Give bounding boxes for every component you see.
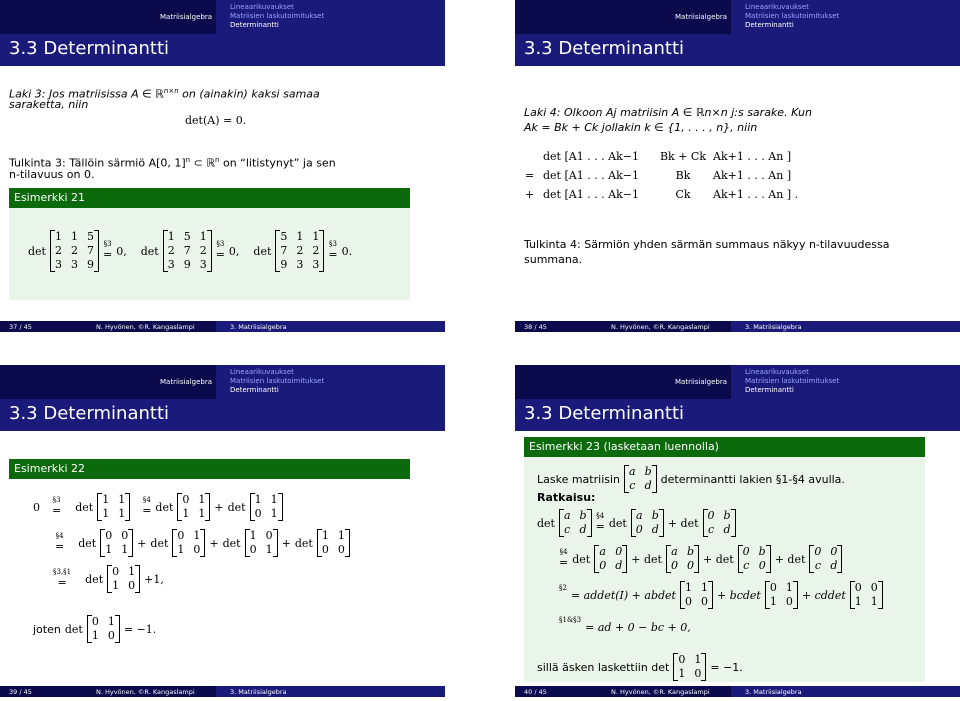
slide-title: 3.3 Determinantti [9,38,169,59]
example-21-equations: det 1 1 5 2 2 7 3 3 9 §3 = 0, det 1 5 1 2 7 2 3 9 3 §3 = 0, det 5 1 1 7 2 2 9 3 3 §3 = 0. [28,230,353,271]
example-23-line3: §2 = addet(I) + abdet 1 1 0 0 + bcdet 0 1 1 0 + cddet 0 0 1 1 [559,581,887,609]
example-22-conclusion: joten det 0 1 1 0 = −1. [33,615,157,642]
chapter: 3. Matriisialgebra [230,323,287,331]
authors: N. Hyvönen, ©R. Kangaslampi [611,323,710,331]
subsection-list: Lineaarikuvaukset Matriisien laskutoimitukset Determinantti [230,368,325,394]
example-22-line2: §4 = det 0 0 1 1 + det 0 1 1 0 + det 1 0 0 1 + det 1 1 0 0 [55,529,354,557]
solution-label: Ratkaisu: [537,491,596,504]
example-23-line4: §1&§3 = ad + 0 − bc + 0, [559,616,691,634]
slide-header [0,365,445,431]
slide-38 [515,0,960,332]
authors: N. Hyvönen, ©R. Kangaslampi [611,688,710,696]
subsection-list: Lineaarikuvaukset Matriisien laskutoimitukset Determinantti [230,3,325,29]
law4-text-line2: Ak = Bk + Ck jollakin k ∈ {1, . . . , n}, niin [524,121,758,134]
matrix: 1 1 5 2 2 7 3 3 9 [50,230,99,272]
slide-footer [0,686,445,697]
example-23-line2: §4 = det a 0 0 d + det a b 0 0 + det 0 b c 0 + det 0 0 c d [559,545,846,573]
example-22-line3: §3,§1 = det 0 1 1 0 +1, [53,565,164,592]
chapter: 3. Matriisialgebra [745,688,802,696]
slide-footer [515,321,960,332]
slide-37 [0,0,445,332]
section-label: Matriisialgebra [675,378,728,386]
tulkinta4-text: Tulkinta 4: Särmiön yhden särmän summaus näkyy n-tilavuudessa [524,238,890,251]
slide-title: 3.3 Determinantti [524,38,684,59]
slide-40 [515,365,960,697]
slide-39 [0,365,445,697]
law3-text-line2: saraketta, niin [9,98,89,111]
slide-footer [515,686,960,697]
matrix: 5 1 1 7 2 2 9 3 3 [275,230,324,272]
example-23-line1: det a b c d §4 = det a b 0 d + det 0 b c d [537,509,740,537]
example-title: Esimerkki 21 [9,188,410,208]
law3-equation: det(A) = 0. [185,114,247,127]
example-title: Esimerkki 23 (lasketaan luennolla) [524,437,925,457]
subsection-list: Lineaarikuvaukset Matriisien laskutoimitukset Determinantti [745,368,840,394]
example-title: Esimerkki 22 [9,459,410,479]
section-label: Matriisialgebra [160,378,213,386]
page-number: 38 / 45 [524,323,547,331]
slide-header [0,0,445,66]
tulkinta4-text-line2: summana. [524,253,583,266]
chapter: 3. Matriisialgebra [745,323,802,331]
slide-title: 3.3 Determinantti [9,403,169,424]
law4-equation: det [A1 . . . Ak−1 Bk + Ck Ak+1 . . . An ] = det [A1 . . . Ak−1 Bk Ak+1 . . . An ] + det [A1 . . . Ak−1 Ck Ak+1 . . . An ] . [525,150,799,201]
page-number: 39 / 45 [9,688,32,696]
example-22-line1: 0 §3 = det 1 1 1 1 §4 = det 0 1 1 1 + det 1 1 0 1 [33,493,287,521]
tulkinta3-text: Tulkinta 3: Tällöin särmiö A[0, 1]$^n$ ⊂ ℝ$^n$ on “litistynyt” ja sen [9,156,336,170]
example-23-closing: sillä äsken laskettiin det 0 1 1 0 = −1. [537,653,743,680]
slide-title: 3.3 Determinantti [524,403,684,424]
law3-text: Laki 3: Jos matriisissa A ∈ ℝ$^{n\times n}$ on (ainakin) kaksi samaa [9,87,320,101]
slide-header [515,365,960,431]
page-number: 40 / 45 [524,688,547,696]
authors: N. Hyvönen, ©R. Kangaslampi [96,323,195,331]
tulkinta3-text-line2: n-tilavuus on 0. [9,168,95,181]
example-22-block [9,459,410,479]
authors: N. Hyvönen, ©R. Kangaslampi [96,688,195,696]
matrix: 1 5 1 2 7 2 3 9 3 [163,230,212,272]
example-23-task: Laske matriisin a b c d determinantti lakien §1-§4 avulla. [537,465,845,492]
slide-header [515,0,960,66]
section-label: Matriisialgebra [160,13,213,21]
law4-text: Laki 4: Olkoon Aj matriisin A ∈ ℝn×n j:s sarake. Kun [524,106,812,119]
page-number: 37 / 45 [9,323,32,331]
section-label: Matriisialgebra [675,13,728,21]
subsection-list: Lineaarikuvaukset Matriisien laskutoimitukset Determinantti [745,3,840,29]
chapter: 3. Matriisialgebra [230,688,287,696]
slide-footer [0,321,445,332]
